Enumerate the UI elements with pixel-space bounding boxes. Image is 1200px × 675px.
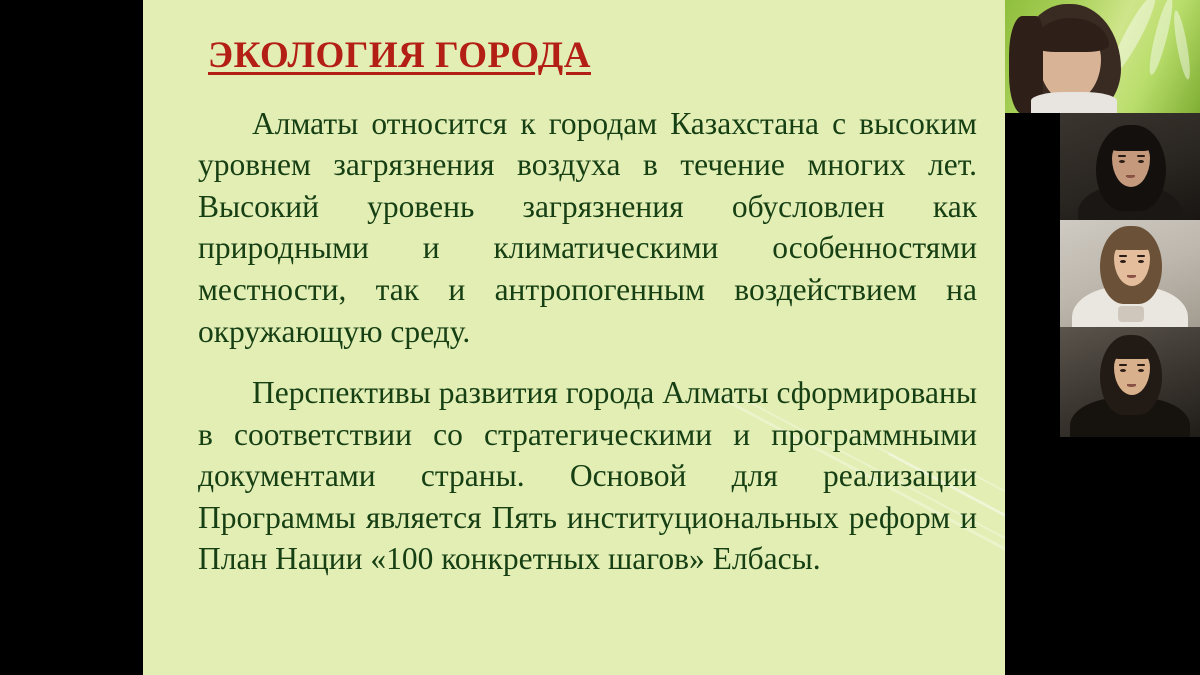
participant-tile-3[interactable] <box>1060 220 1200 327</box>
clothing-pattern <box>1118 306 1144 322</box>
participant-tile-1[interactable] <box>1005 0 1200 113</box>
participant-eye <box>1120 260 1126 263</box>
participant-mouth <box>1127 275 1136 278</box>
participant-eye <box>1119 160 1125 163</box>
slide-body <box>198 103 977 580</box>
slide-paragraph: Перспективы развития города Алматы сформированы в соответствии со стратегическими и программными документами страны. Основой для реализации Программы является Пять институциональных реформ и План Нации «100 конкретных шагов» Елбасы. <box>198 375 977 577</box>
participant-eye <box>1120 369 1126 372</box>
participant-eyebrow <box>1137 255 1145 257</box>
participant-eyebrow <box>1137 364 1145 366</box>
participant-mouth <box>1127 384 1136 387</box>
slide-paragraph: Алматы относится к городам Казахстана с высоким уровнем загрязнения воздуха в течение многих лет. Высокий уровень загрязнения обусловлен как природными и климатическими особенностями местности, так и антропогенным воздействием на окружающую среду. <box>198 105 977 349</box>
participant-eyebrow <box>1119 255 1127 257</box>
participant-eyebrow <box>1118 155 1126 157</box>
participant-eye <box>1138 160 1144 163</box>
participant-eye <box>1138 260 1144 263</box>
participant-eyebrow <box>1119 364 1127 366</box>
participant-tile-2[interactable] <box>1060 113 1200 220</box>
left-letterbox <box>0 0 143 675</box>
right-letterbox <box>1005 113 1060 437</box>
participant-eye <box>1138 369 1144 372</box>
participant-eyebrow <box>1137 155 1145 157</box>
rail-empty-area <box>1005 437 1200 675</box>
participant-tile-4[interactable] <box>1060 327 1200 437</box>
slide-title: ЭКОЛОГИЯ ГОРОДА <box>208 35 591 76</box>
shared-presentation-slide[interactable] <box>143 0 1005 675</box>
participant-shoulders <box>1031 92 1117 113</box>
participant-mouth <box>1126 175 1135 178</box>
